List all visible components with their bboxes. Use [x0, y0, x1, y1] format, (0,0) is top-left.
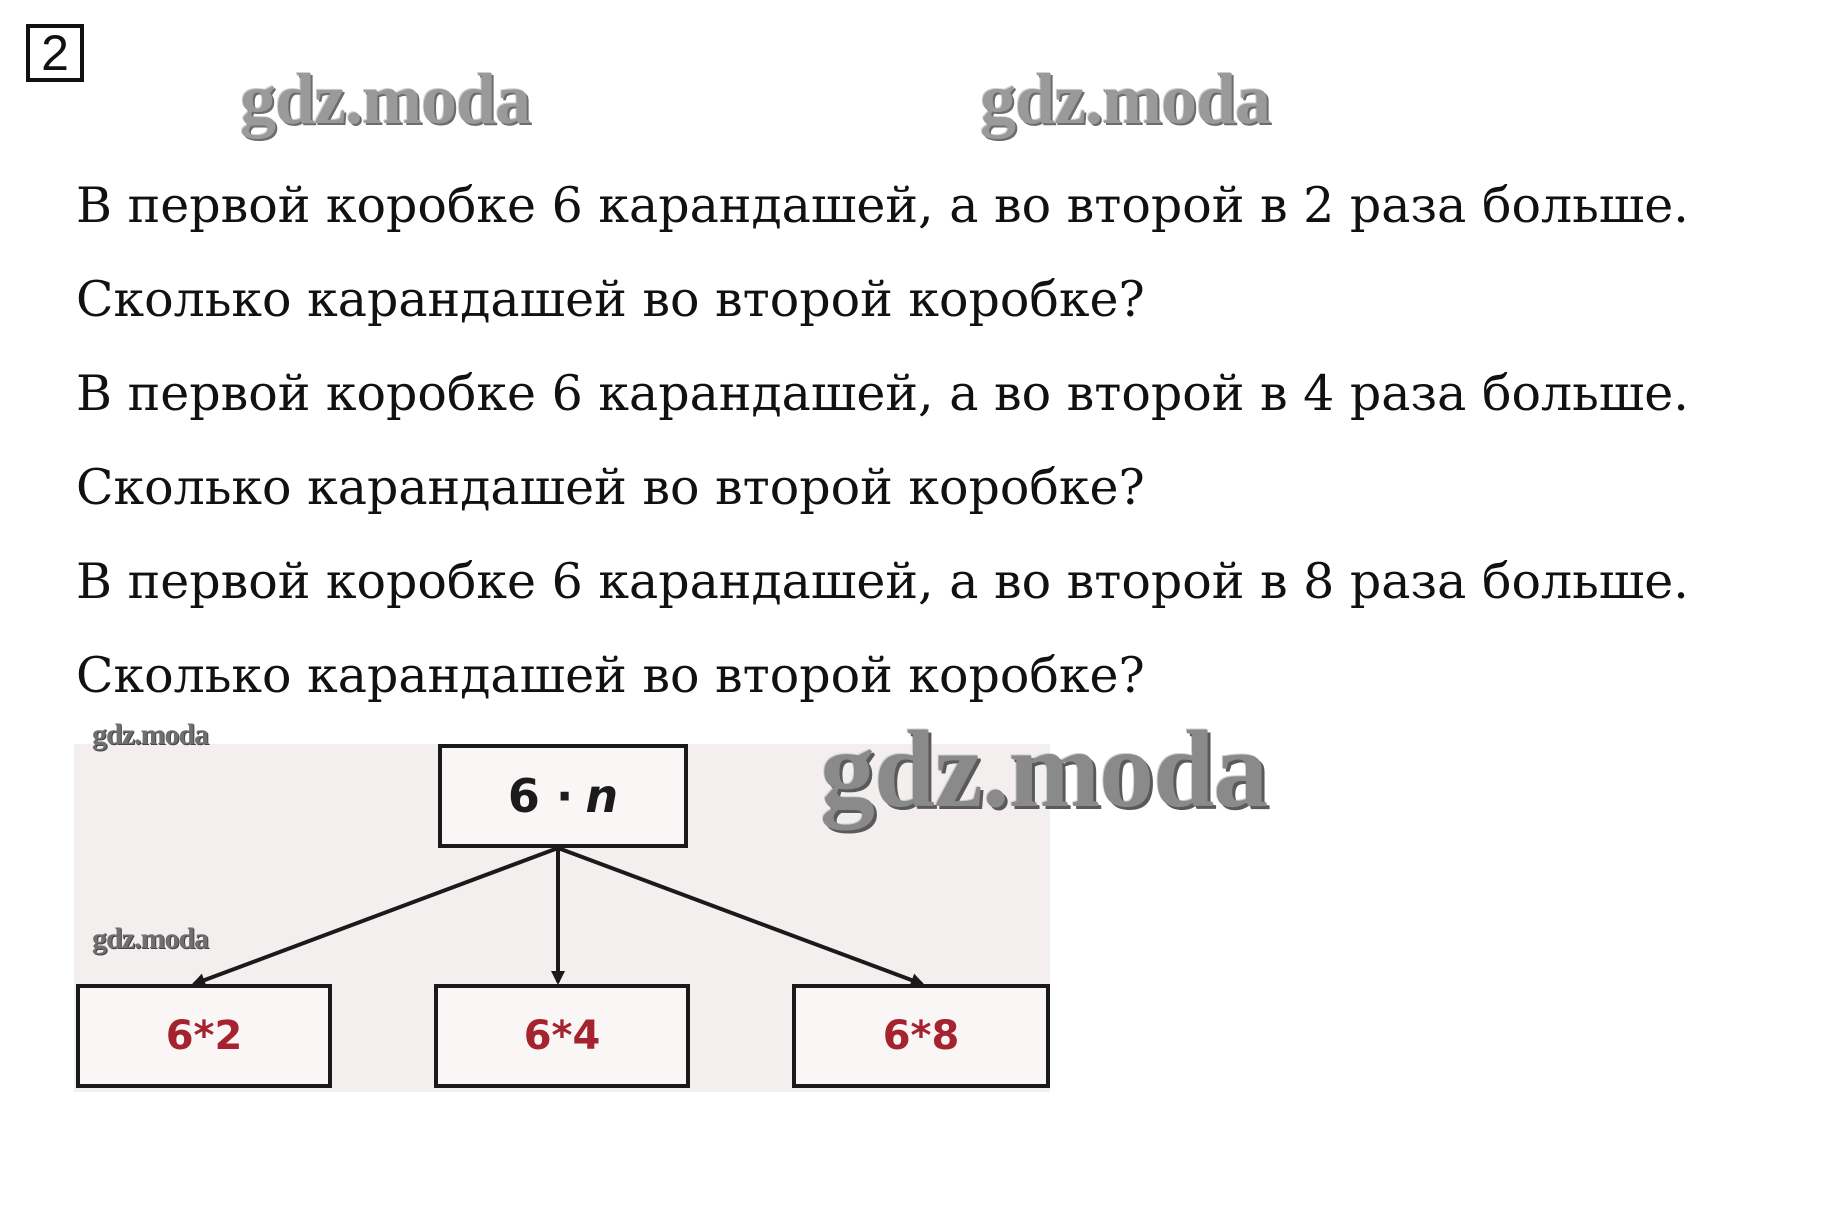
answer-box-1: 6*2: [76, 984, 332, 1088]
problem-1-question: Сколько карандашей во второй коробке?: [76, 271, 1145, 328]
arrow-left: [194, 848, 558, 984]
watermark-large-center: gdz.moda: [820, 708, 1268, 830]
watermark-top-left: gdz.moda: [240, 59, 531, 139]
answer-box-3: 6*8: [792, 984, 1050, 1088]
problem-3-question: Сколько карандашей во второй коробке?: [76, 647, 1145, 704]
watermark-top-right: gdz.moda: [980, 59, 1271, 139]
problem-3-statement: В первой коробке 6 карандашей, а во второй в 8 раза больше.: [76, 553, 1689, 610]
watermark-small-2: gdz.moda: [92, 922, 209, 955]
answer-box-2: 6*4: [434, 984, 690, 1088]
watermark-small-1: gdz.moda: [92, 718, 209, 751]
problem-2-statement: В первой коробке 6 карандашей, а во второй в 4 раза больше.: [76, 365, 1689, 422]
top-box-variable: n: [585, 769, 619, 823]
arrow-right: [558, 848, 922, 984]
problem-1-statement: В первой коробке 6 карандашей, а во второй в 2 раза больше.: [76, 177, 1689, 234]
task-number-badge: 2: [26, 24, 84, 82]
top-box-number: 6 ·: [507, 769, 574, 823]
problem-2-question: Сколько карандашей во второй коробке?: [76, 459, 1145, 516]
expression-box-top: [438, 744, 688, 848]
